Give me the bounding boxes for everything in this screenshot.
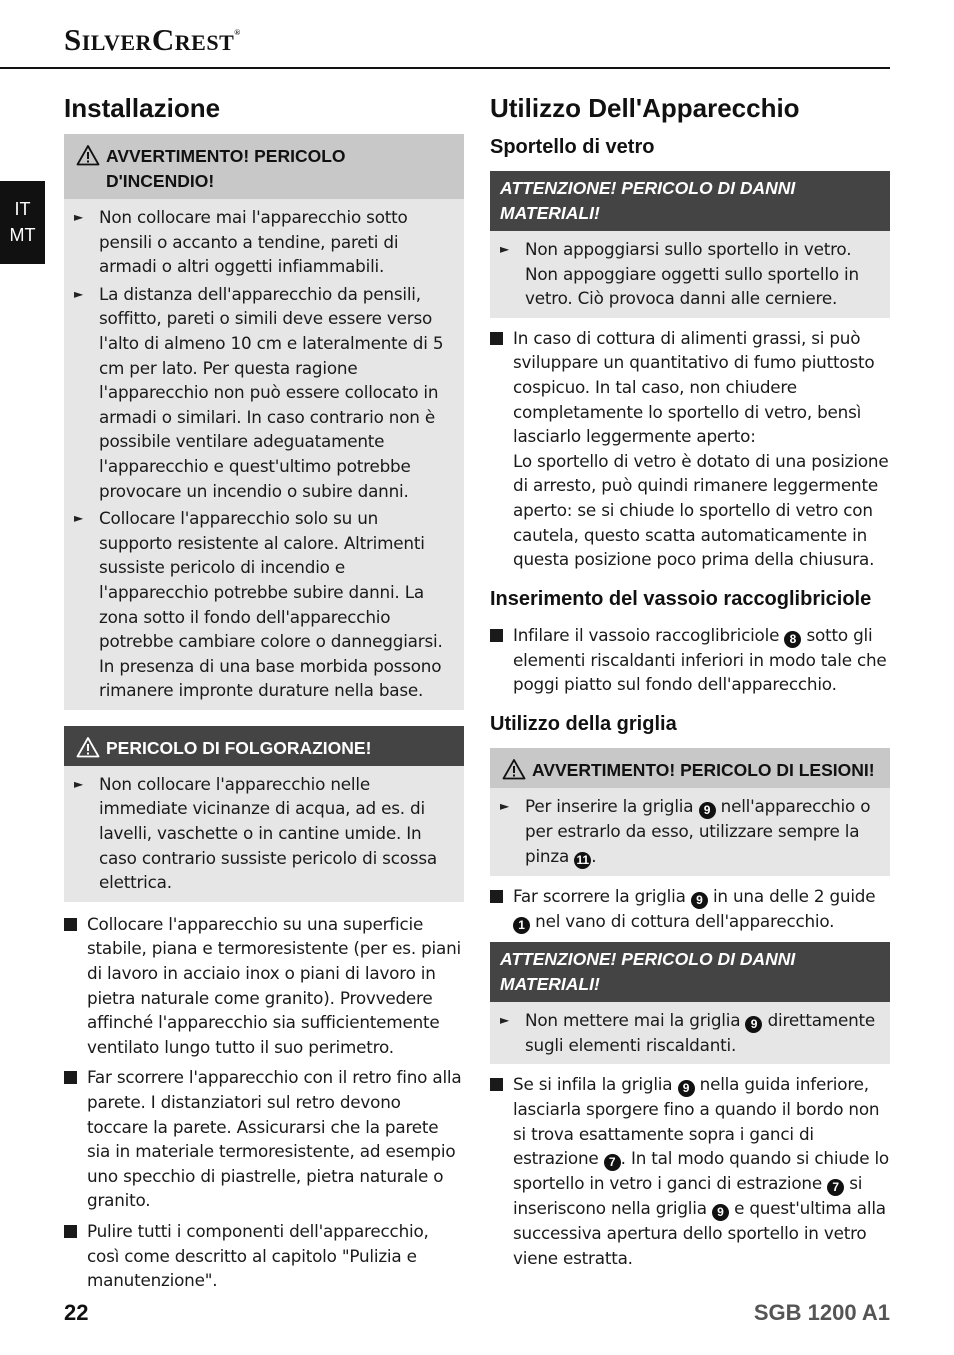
arrow-icon: ► bbox=[74, 511, 84, 526]
material-warning-box bbox=[490, 942, 890, 1065]
square-bullet-icon bbox=[490, 890, 503, 903]
warning-heading: ATTENZIONE! PERICOLO DI DANNI MATERIALI! bbox=[490, 942, 890, 1002]
warning-item: ► Non collocare l'apparecchio nelle immediate vicinanze di acqua, ad es. di lavelli, vaschette o in cantine umide. In caso contrario sussiste pericolo di scossa elettrica. bbox=[74, 773, 437, 893]
warning-item: ► Collocare l'apparecchio solo su un supporto resistente al calore. Altrimenti sussiste pericolo di incendio e l'apparecchio potrebbe subire danni. La zona sotto il fondo dell'apparecchio potrebbe cambiare colore o danneggiarsi. In presenza di una base morbida possono rimanere impronte durature nella base. bbox=[74, 508, 443, 701]
step-item: Infilare il vassoio raccoglibriciole 8 sotto gli elementi riscaldanti inferiori in modo tale che poggi piatto sul fondo dell'apparecchio. bbox=[490, 623, 890, 697]
left-column bbox=[64, 90, 464, 1293]
part-number-badge: 9 bbox=[699, 802, 716, 819]
material-warning-box bbox=[490, 171, 890, 318]
warning-item: ► Non collocare mai l'apparecchio sotto pensili o accanto a tendine, pareti di armadi o altri oggetti infiammabili. bbox=[74, 207, 408, 277]
subsection-title: Utilizzo della griglia bbox=[490, 712, 677, 735]
part-number-badge: 8 bbox=[784, 631, 801, 648]
step-item: Collocare l'apparecchio su una superficie stabile, piana e termoresistente (per es. piani di lavoro in acciaio inox o piani di lavoro in pietra naturale come granito). Provvedere affinché l'apparecchio sia sufficientemente ventilato lungo tutto il suo perimetro. bbox=[64, 912, 464, 1060]
brand-logo: SilverCrest® bbox=[64, 22, 241, 57]
part-number-badge: 7 bbox=[604, 1154, 621, 1171]
part-number-badge: 9 bbox=[678, 1080, 695, 1097]
warning-heading: PERICOLO DI FOLGORAZIONE! bbox=[64, 726, 464, 766]
subsection-title: Inserimento del vassoio raccoglibriciole bbox=[490, 587, 872, 610]
square-bullet-icon bbox=[64, 1225, 77, 1238]
arrow-icon: ► bbox=[500, 798, 510, 813]
part-number-badge: 7 bbox=[827, 1179, 844, 1196]
warning-triangle-icon bbox=[76, 736, 100, 758]
header-divider bbox=[0, 67, 890, 69]
right-column bbox=[490, 90, 890, 1270]
warning-heading: AVVERTIMENTO! PERICOLO D'INCENDIO! bbox=[64, 134, 464, 199]
fire-warning-box bbox=[64, 134, 464, 710]
lang-it: IT bbox=[14, 199, 31, 219]
part-number-badge: 11 bbox=[574, 852, 591, 869]
warning-triangle-icon bbox=[76, 144, 100, 166]
arrow-icon: ► bbox=[74, 210, 84, 224]
part-number-badge: 1 bbox=[513, 917, 530, 934]
subsection-title: Sportello di vetro bbox=[490, 136, 655, 158]
arrow-icon: ► bbox=[74, 776, 84, 791]
arrow-icon: ► bbox=[74, 286, 84, 301]
part-number-badge: 9 bbox=[745, 1016, 762, 1033]
section-title-utilizzo: Utilizzo Dell'Apparecchio bbox=[490, 93, 800, 123]
language-tab bbox=[0, 181, 45, 264]
step-item: Pulire tutti i componenti dell'apparecchio, così come descritto al capitolo "Pulizia e manutenzione". bbox=[64, 1219, 464, 1293]
square-bullet-icon bbox=[64, 918, 77, 931]
page-number: 22 bbox=[64, 1300, 89, 1325]
model-number: SGB 1200 A1 bbox=[753, 1300, 890, 1325]
square-bullet-icon bbox=[490, 629, 503, 642]
part-number-badge: 9 bbox=[691, 892, 708, 909]
warning-item: ► Non appoggiarsi sullo sportello in vetro. Non appoggiare oggetti sullo sportello in vetro. Ciò provoca danni alle cerniere. bbox=[500, 239, 859, 309]
warning-item: ► Non mettere mai la griglia 9 direttamente sugli elementi riscaldanti. bbox=[500, 1009, 876, 1055]
warning-triangle-icon bbox=[502, 758, 526, 780]
lang-mt: MT bbox=[9, 225, 36, 245]
warning-item: ► Per inserire la griglia 9 nell'apparecchio o per estrarlo da esso, utilizzare sempre la pinza 11 . bbox=[500, 795, 871, 867]
warning-item: ► La distanza dell'apparecchio da pensili, soffitto, pareti o simili deve essere verso l'alto di almeno 10 cm e lateralmente di 5 cm per lato. Per questa ragione l'apparecchio non può essere collocato in armadi o similari. In caso contrario non è possibile ventilare adeguatamente l'apparecchio e quest'ultimo potrebbe provocare un incendio o subire danni. bbox=[74, 283, 444, 501]
square-bullet-icon bbox=[490, 1078, 503, 1091]
square-bullet-icon bbox=[490, 332, 503, 345]
arrow-icon: ► bbox=[500, 1012, 510, 1027]
square-bullet-icon bbox=[64, 1071, 77, 1084]
warning-heading: AVVERTIMENTO! PERICOLO DI LESIONI! bbox=[490, 748, 890, 788]
section-title-installazione: Installazione bbox=[64, 93, 221, 123]
electric-warning-box bbox=[64, 726, 464, 902]
arrow-icon: ► bbox=[500, 242, 510, 256]
injury-warning-box bbox=[490, 748, 890, 876]
step-item: Far scorrere l'apparecchio con il retro fino alla parete. I distanziatori sul retro devono toccare la parete. Assicurarsi che la parete sia in materiale termoresistente, ad esempio uno specchio di piastrelle, pietra naturale o granito. bbox=[64, 1065, 464, 1213]
warning-heading: ATTENZIONE! PERICOLO DI DANNI MATERIALI! bbox=[490, 171, 890, 231]
part-number-badge: 9 bbox=[712, 1204, 729, 1221]
step-item: Se si infila la griglia 9 nella guida inferiore, lasciarla sporgere fino a quando il bordo non si trova esattamente sopra i ganci di estrazione 7 . In tal modo quando si chiude lo sportello in vetro i ganci di estrazione 7 si inseriscono nella griglia 9 e quest'ultima alla successiva apertura dello sportello in vetro viene estratta. bbox=[490, 1072, 890, 1270]
step-item: In caso di cottura di alimenti grassi, si può sviluppare un quantitativo di fumo piuttosto cospicuo. In tal caso, non chiudere completamente lo sportello di vetro, bensì lasciarlo leggermente aperto: Lo sportello di vetro è dotato di una posizione di arresto, può quindi rimanere leggermente aperto: se si chiude lo sportello di vetro con cautela, questo scatta automaticamente in questa posizione poco prima della chiusura. bbox=[490, 326, 890, 572]
step-item: Far scorrere la griglia 9 in una delle 2 guide 1 nel vano di cottura dell'apparecchio. bbox=[490, 884, 890, 934]
